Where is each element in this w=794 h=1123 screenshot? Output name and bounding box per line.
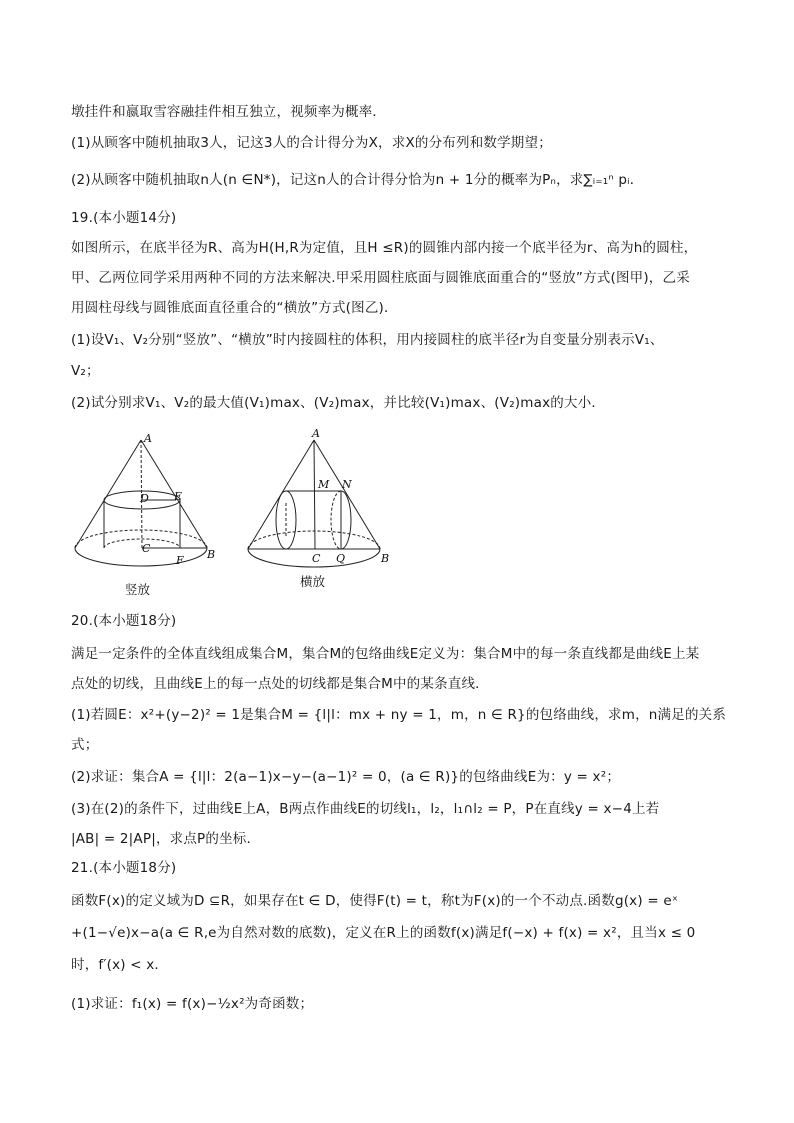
label-F: F — [176, 554, 184, 567]
text-line-1: 墩挂件和嬴取雪容融挂件相互独立，视频率为概率． — [71, 104, 387, 120]
figure-horizontal-placement — [240, 428, 400, 596]
figure-caption-horizontal: 横放 — [300, 574, 326, 589]
text-line-17: (3)在(2)的条件下，过曲线E上A，B两点作曲线E的切线l₁，l₂，l₁∩l₂ = P，P在直线y = x−4上若 — [71, 801, 660, 817]
text-line-18: |AB| = 2|AP|，求点P的坐标． — [71, 831, 261, 847]
label-D: D — [140, 492, 149, 505]
problem-21-heading: 21.(本小题18分) — [71, 860, 177, 876]
problem-20-heading: 20.(本小题18分) — [71, 613, 177, 629]
text-line-2: (1)从顾客中随机抽取3人，记这3人的合计得分为X，求X的分布列和数学期望； — [71, 135, 552, 151]
text-line-3: (2)从顾客中随机抽取n人(n ∈N*)，记这n人的合计得分恰为n + 1分的概率为Pₙ，求∑ᵢ₌₁ⁿ pᵢ． — [71, 172, 644, 188]
text-line-7: 用圆柱母线与圆锥底面直径重合的“横放”方式(图乙)． — [71, 300, 398, 316]
label-B: B — [207, 548, 216, 561]
text-line-9: V₂； — [71, 363, 100, 379]
text-line-21: +(1−√e)x−a(a ∈ R,e为自然对数的底数)，定义在R上的函数f(x)满足f(−x) + f(x) = x²，且当x ≤ 0 — [71, 925, 696, 941]
figure-caption-vertical: 竖放 — [125, 582, 151, 597]
text-line-8: (1)设V₁、V₂分别“竖放”、“横放”时内接圆柱的体积，用内接圆柱的底半径r为自变量分别表示V₁、 — [71, 332, 664, 348]
label-A: A — [144, 432, 152, 445]
label-A: A — [312, 428, 320, 440]
text-line-5: 如图所示，在底半径为R、高为H(H,R为定值，且H ≤R)的圆锥内部内接一个底半径为r、高为h的圆柱， — [71, 240, 698, 256]
cone-cylinder-horizontal-diagram — [240, 428, 400, 596]
text-line-15: 式； — [71, 737, 99, 753]
text-line-10: (2)试分别求V₁、V₂的最大值(V₁)max、(V₂)max，并比较(V₁)max、(V₂)max的大小． — [71, 395, 606, 411]
text-line-16: (2)求证：集合A = {l|l：2(a−1)x−y−(a−1)² = 0，(a ∈ R)}的包络曲线E为：y = x²； — [71, 769, 621, 785]
label-N: N — [342, 478, 352, 491]
label-M: M — [318, 478, 330, 491]
text-line-12: 满足一定条件的全体直线组成集合M，集合M的包络曲线E定义为：集合M中的每一条直线都是曲线E上某 — [71, 646, 700, 662]
label-B: B — [381, 552, 390, 565]
label-C: C — [142, 542, 151, 555]
problem-19-heading: 19.(本小题14分) — [71, 210, 177, 226]
cone-cylinder-vertical-diagram — [70, 428, 230, 600]
text-line-6: 甲、乙两位同学采用两种不同的方法来解决.甲采用圆柱底面与圆锥底面重合的“竖放”方式(图甲)，乙采 — [71, 270, 690, 286]
text-line-23: (1)求证：f₁(x) = f(x)−½x²为奇函数； — [71, 996, 314, 1012]
figure-vertical-placement — [70, 428, 230, 600]
text-line-13: 点处的切线，且曲线E上的每一点处的切线都是集合M中的某条直线． — [71, 676, 489, 692]
label-C: C — [312, 552, 321, 565]
text-line-14: (1)若圆E：x²+(y−2)² = 1是集合M = {l|l：mx + ny = 1，m，n ∈ R}的包络曲线，求m，n满足的关系 — [71, 707, 727, 723]
text-line-20: 函数F(x)的定义域为D ⊆R，如果存在t ∈ D，使得F(t) = t，称t为F(x)的一个不动点.函数g(x) = eˣ — [71, 893, 679, 909]
label-Q: Q — [336, 552, 346, 565]
label-E: E — [174, 490, 183, 503]
text-line-22: 时，f′(x) < x． — [71, 957, 169, 973]
